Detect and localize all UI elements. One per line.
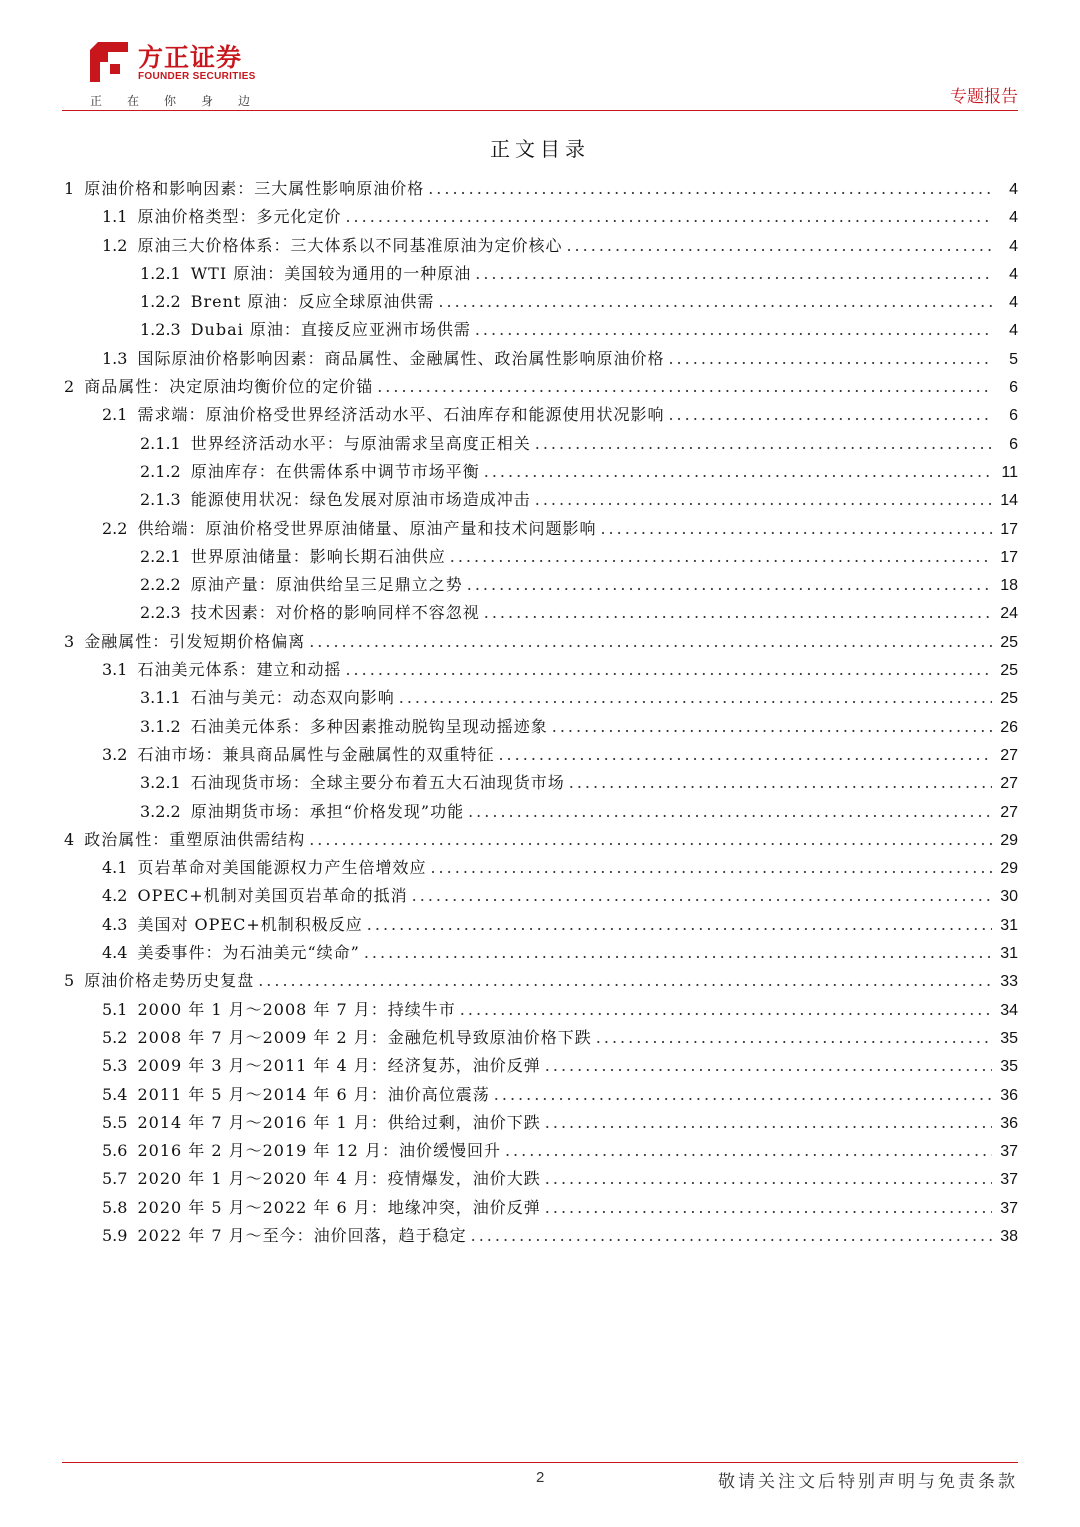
toc-dot-leader: [545, 1198, 992, 1217]
toc-entry-page: 37: [1000, 1199, 1018, 1217]
toc-entry-number: 3: [64, 631, 75, 651]
toc-entry-number: 1.2.3: [140, 320, 181, 340]
toc-entry-number: 2.2.3: [140, 603, 181, 623]
toc-entry[interactable]: [62, 940, 1018, 968]
toc-dot-leader: [468, 802, 992, 821]
toc-dot-leader: [450, 547, 992, 566]
toc-dot-leader: [545, 1169, 992, 1188]
toc-dot-leader: [475, 264, 992, 283]
toc-entry-title: 美国对 OPEC+机制积极反应: [137, 914, 363, 934]
toc-entry[interactable]: [62, 1195, 1018, 1223]
toc-entry[interactable]: [62, 912, 1018, 940]
toc-entry-title: 原油价格走势历史复盘: [84, 971, 255, 991]
toc-entry[interactable]: [62, 289, 1018, 317]
toc-entry-title: 2022 年 7 月～至今：油价回落，趋于稳定: [137, 1225, 467, 1245]
toc-entry[interactable]: [62, 317, 1018, 345]
toc-entry-number: 2.1: [102, 405, 128, 425]
toc-dot-leader: [484, 462, 992, 481]
toc-entry-number: 3.1: [102, 660, 128, 680]
toc-dot-leader: [428, 179, 992, 198]
toc-entry[interactable]: [62, 1166, 1018, 1194]
toc-dot-leader: [668, 405, 992, 424]
toc-entry-title: 技术因素：对价格的影响同样不容忽视: [190, 603, 480, 623]
toc-entry-number: 2.2.1: [140, 546, 181, 566]
toc-entry[interactable]: [62, 883, 1018, 911]
toc-entry-page: 24: [1000, 605, 1018, 623]
toc-entry-page: 31: [1000, 945, 1018, 963]
toc-entry-title: 2000 年 1 月～2008 年 7 月：持续牛市: [137, 999, 456, 1019]
toc-dot-leader: [569, 773, 992, 792]
toc-dot-leader: [345, 660, 992, 679]
toc-entry[interactable]: [62, 1138, 1018, 1166]
toc-entry-title: 美委事件：为石油美元“续命”: [137, 943, 360, 963]
toc-entry-page: 37: [1000, 1143, 1018, 1161]
toc-entry-page: 35: [1000, 1029, 1018, 1047]
toc-entry-page: 31: [1000, 916, 1018, 934]
toc-dot-leader: [494, 1085, 992, 1104]
header-divider: [62, 110, 1018, 111]
toc-entry-number: 2.1.2: [140, 461, 181, 481]
toc-entry[interactable]: [62, 374, 1018, 402]
toc-entry-page: 4: [1009, 209, 1018, 227]
toc-entry[interactable]: [62, 827, 1018, 855]
toc-entry-number: 4: [64, 829, 75, 849]
toc-dot-leader: [367, 915, 992, 934]
toc-entry-page: 36: [1000, 1086, 1018, 1104]
toc-entry-number: 5.2: [102, 1027, 128, 1047]
toc-entry[interactable]: [62, 685, 1018, 713]
toc-entry-number: 3.2: [102, 744, 128, 764]
toc-entry[interactable]: [62, 544, 1018, 572]
toc-dot-leader: [412, 886, 992, 905]
toc-dot-leader: [535, 434, 992, 453]
page-header: [62, 38, 1018, 110]
toc-entry-page: 17: [1000, 548, 1018, 566]
toc-entry-title: 石油美元体系：多种因素推动脱钩呈现动摇迹象: [190, 716, 548, 736]
toc-dot-leader: [475, 320, 992, 339]
toc-entry-number: 5.6: [102, 1141, 128, 1161]
toc-entry-title: 政治属性：重塑原油供需结构: [84, 829, 306, 849]
toc-entry[interactable]: [62, 572, 1018, 600]
toc-entry-title: 页岩革命对美国能源权力产生倍增效应: [137, 858, 427, 878]
toc-entry-number: 5.8: [102, 1197, 128, 1217]
toc-entry-title: 2009 年 3 月～2011 年 4 月：经济复苏，油价反弹: [137, 1056, 541, 1076]
toc-title: 正文目录: [490, 137, 590, 161]
toc-entry-page: 33: [1000, 973, 1018, 991]
toc-dot-leader: [460, 1000, 992, 1019]
toc-entry-page: 4: [1009, 294, 1018, 312]
toc-entry-page: 34: [1000, 1001, 1018, 1019]
toc-entry-page: 27: [1000, 775, 1018, 793]
toc-entry-number: 4.1: [102, 858, 128, 878]
toc-entry[interactable]: [62, 1223, 1018, 1251]
toc-entry[interactable]: [62, 431, 1018, 459]
toc-dot-leader: [596, 1028, 992, 1047]
toc-entry-page: 29: [1000, 831, 1018, 849]
toc-dot-leader: [668, 349, 992, 368]
toc-entry-page: 36: [1000, 1114, 1018, 1132]
toc-entry-number: 4.4: [102, 943, 128, 963]
toc-entry-title: 商品属性：决定原油均衡价位的定价锚: [84, 377, 374, 397]
toc-entry-page: 6: [1009, 407, 1018, 425]
toc-dot-leader: [545, 1113, 992, 1132]
toc-entry-page: 27: [1000, 803, 1018, 821]
toc-entry-page: 14: [1000, 492, 1018, 510]
toc-entry[interactable]: [62, 261, 1018, 289]
toc-entry-page: 18: [1000, 577, 1018, 595]
toc-dot-leader: [438, 292, 992, 311]
toc-entry-number: 5.7: [102, 1169, 128, 1189]
toc-entry[interactable]: [62, 1053, 1018, 1081]
toc-entry-number: 5.1: [102, 999, 128, 1019]
toc-entry[interactable]: [62, 459, 1018, 487]
toc-entry-title: 原油产量：原油供给呈三足鼎立之势: [190, 575, 463, 595]
toc-entry-title: 原油库存：在供需体系中调节市场平衡: [190, 461, 480, 481]
toc-entry-title: 原油期货市场：承担“价格发现”功能: [190, 801, 465, 821]
toc-entry[interactable]: [62, 770, 1018, 798]
toc-dot-leader: [430, 858, 992, 877]
toc-entry-title: 石油现货市场：全球主要分布着五大石油现货市场: [190, 773, 565, 793]
toc-entry-title: 金融属性：引发短期价格偏离: [84, 631, 306, 651]
toc-entry-title: 世界经济活动水平：与原油需求呈高度正相关: [190, 433, 531, 453]
toc-entry-page: 25: [1000, 662, 1018, 680]
toc-entry-page: 37: [1000, 1171, 1018, 1189]
toc-entry-title: 能源使用状况：绿色发展对原油市场造成冲击: [190, 490, 531, 510]
toc-entry-page: 4: [1009, 322, 1018, 340]
toc-entry[interactable]: [62, 600, 1018, 628]
toc-entry-title: 供给端：原油价格受世界原油储量、原油产量和技术问题影响: [137, 518, 597, 538]
toc-entry-title: WTI 原油：美国较为通用的一种原油: [190, 263, 472, 283]
toc-entry[interactable]: [62, 1110, 1018, 1138]
toc-entry-title: 需求端：原油价格受世界经济活动水平、石油库存和能源使用状况影响: [137, 405, 665, 425]
toc-entry-number: 1.2: [102, 235, 128, 255]
toc-entry-number: 3.1.1: [140, 688, 181, 708]
report-type-label: 专题报告: [950, 87, 1018, 107]
toc-dot-leader: [377, 377, 992, 396]
toc-entry-title: OPEC+机制对美国页岩革命的抵消: [137, 886, 408, 906]
toc-entry[interactable]: [62, 742, 1018, 770]
toc-dot-leader: [545, 1056, 992, 1075]
toc-entry-number: 4.3: [102, 914, 128, 934]
toc-entry-number: 2.1.1: [140, 433, 181, 453]
toc-entry-number: 5.4: [102, 1084, 128, 1104]
table-of-contents: [62, 176, 1018, 1251]
toc-dot-leader: [535, 490, 992, 509]
toc-entry-page: 4: [1009, 237, 1018, 255]
toc-entry-title: 石油美元体系：建立和动摇: [137, 660, 342, 680]
brand-name-en: FOUNDER SECURITIES: [138, 71, 256, 82]
toc-dot-leader: [600, 519, 992, 538]
toc-entry-number: 1: [64, 179, 75, 198]
toc-entry-title: 2020 年 5 月～2022 年 6 月：地缘冲突，油价反弹: [137, 1197, 541, 1217]
disclaimer-note: 敬请关注文后特别声明与免责条款: [718, 1472, 1018, 1492]
toc-entry-number: 1.2.2: [140, 292, 181, 312]
toc-entry-page: 11: [1001, 463, 1018, 481]
founder-logo-icon: [88, 40, 132, 84]
toc-entry-page: 6: [1009, 435, 1018, 453]
toc-entry[interactable]: [62, 997, 1018, 1025]
toc-entry-page: 17: [1000, 520, 1018, 538]
toc-entry-number: 5.5: [102, 1112, 128, 1132]
toc-entry-page: 29: [1000, 860, 1018, 878]
footer-divider: [62, 1462, 1018, 1463]
toc-dot-leader: [566, 236, 992, 255]
toc-entry-number: 3.2.2: [140, 801, 181, 821]
toc-entry[interactable]: [62, 346, 1018, 374]
toc-entry[interactable]: [62, 402, 1018, 430]
toc-entry[interactable]: [62, 1025, 1018, 1053]
toc-entry[interactable]: [62, 516, 1018, 544]
toc-entry-title: 石油市场：兼具商品属性与金融属性的双重特征: [137, 744, 495, 764]
toc-entry[interactable]: [62, 657, 1018, 685]
toc-entry[interactable]: [62, 629, 1018, 657]
toc-entry-number: 1.3: [102, 348, 128, 368]
toc-entry-page: 27: [1000, 746, 1018, 764]
toc-entry[interactable]: [62, 714, 1018, 742]
toc-entry-title: Dubai 原油：直接反应亚洲市场供需: [190, 320, 471, 340]
toc-entry[interactable]: [62, 233, 1018, 261]
toc-dot-leader: [505, 1141, 992, 1160]
toc-entry-number: 2.2.2: [140, 575, 181, 595]
toc-dot-leader: [484, 603, 992, 622]
toc-entry-title: 原油价格和影响因素：三大属性影响原油价格: [84, 179, 425, 198]
toc-dot-leader: [309, 632, 992, 651]
page-number: 2: [536, 1469, 545, 1486]
toc-entry-number: 2.1.3: [140, 490, 181, 510]
toc-dot-leader: [364, 943, 992, 962]
toc-entry-number: 3.1.2: [140, 716, 181, 736]
toc-entry-title: 石油与美元：动态双向影响: [190, 688, 395, 708]
toc-entry-page: 25: [1000, 690, 1018, 708]
toc-dot-leader: [345, 207, 992, 226]
toc-entry-page: 25: [1000, 633, 1018, 651]
toc-dot-leader: [471, 1226, 992, 1245]
toc-dot-leader: [467, 575, 992, 594]
brand-name-cn: 方正证券: [138, 43, 243, 72]
toc-entry-number: 1.1: [102, 207, 128, 227]
toc-entry-page: 4: [1009, 181, 1018, 198]
toc-entry-title: 2020 年 1 月～2020 年 4 月：疫情爆发，油价大跌: [137, 1169, 541, 1189]
toc-entry-title: 国际原油价格影响因素：商品属性、金融属性、政治属性影响原油价格: [137, 348, 665, 368]
toc-entry-title: 2011 年 5 月～2014 年 6 月：油价高位震荡: [137, 1084, 490, 1104]
toc-entry-page: 4: [1009, 265, 1018, 283]
toc-entry-number: 1.2.1: [140, 263, 181, 283]
toc-entry-number: 2: [64, 377, 75, 397]
brand-slogan: 正在你身边: [90, 94, 276, 108]
toc-entry-title: 2016 年 2 月～2019 年 12 月：油价缓慢回升: [137, 1141, 501, 1161]
toc-entry-title: 2008 年 7 月～2009 年 2 月：金融危机导致原油价格下跌: [137, 1027, 592, 1047]
toc-entry-page: 6: [1009, 379, 1018, 397]
toc-entry[interactable]: [62, 176, 1018, 204]
toc-entry-title: 原油价格类型：多元化定价: [137, 207, 342, 227]
toc-entry-page: 35: [1000, 1058, 1018, 1076]
toc-entry-title: 世界原油储量：影响长期石油供应: [190, 546, 446, 566]
toc-entry-page: 30: [1000, 888, 1018, 906]
toc-entry-number: 5.3: [102, 1056, 128, 1076]
toc-entry-title: 2014 年 7 月～2016 年 1 月：供给过剩，油价下跌: [137, 1112, 541, 1132]
toc-entry[interactable]: [62, 1082, 1018, 1110]
toc-entry[interactable]: [62, 487, 1018, 515]
toc-entry-number: 2.2: [102, 518, 128, 538]
toc-entry-page: 26: [1000, 718, 1018, 736]
toc-entry-number: 4.2: [102, 886, 128, 906]
toc-entry[interactable]: [62, 204, 1018, 232]
toc-entry-number: 5.9: [102, 1225, 128, 1245]
toc-dot-leader: [552, 717, 992, 736]
toc-entry-page: 38: [1000, 1227, 1018, 1245]
toc-dot-leader: [258, 971, 992, 990]
toc-dot-leader: [399, 688, 992, 707]
toc-entry[interactable]: [62, 855, 1018, 883]
toc-entry-title: Brent 原油：反应全球原油供需: [190, 292, 435, 312]
toc-entry[interactable]: [62, 968, 1018, 996]
toc-entry-number: 3.2.1: [140, 773, 181, 793]
toc-entry-page: 5: [1009, 350, 1018, 368]
toc-dot-leader: [309, 830, 992, 849]
toc-entry-number: 5: [64, 971, 75, 991]
toc-entry-title: 原油三大价格体系：三大体系以不同基准原油为定价核心: [137, 235, 563, 255]
toc-dot-leader: [498, 745, 992, 764]
toc-entry[interactable]: [62, 799, 1018, 827]
